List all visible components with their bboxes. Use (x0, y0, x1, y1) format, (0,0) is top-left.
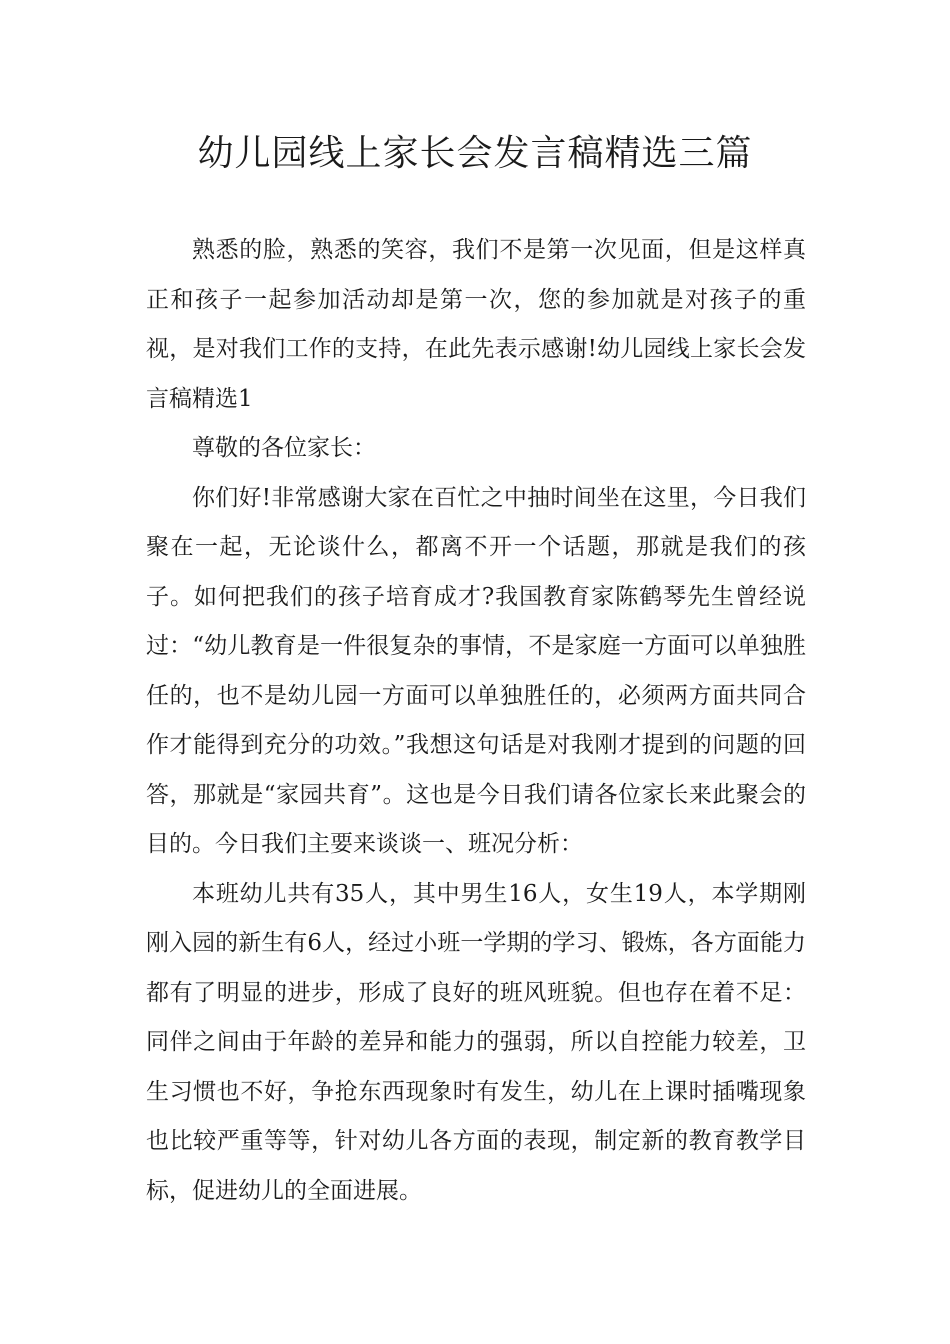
document-title: 幼儿园线上家长会发言稿精选三篇 (197, 133, 753, 174)
document-body (146, 226, 806, 1216)
paragraph-class-analysis: 本班幼儿共有35人，其中男生16人，女生19人，本学期刚刚入园的新生有6人，经过小班一学期的学习、锻炼，各方面能力都有了明显的进步，形成了良好的班风班貌。但也存在着不足：同伴之间由于年龄的差异和能力的强弱，所以自控能力较差，卫生习惯也不好，争抢东西现象时有发生，幼儿在上课时插嘴现象也比较严重等等，针对幼儿各方面的表现，制定新的教育教学目标，促进幼儿的全面进展。 (146, 880, 806, 1204)
paragraph-greeting: 你们好!非常感谢大家在百忙之中抽时间坐在这里，今日我们聚在一起，无论谈什么，都离不开一个话题，那就是我们的孩子。如何把我们的孩子培育成才?我国教育家陈鹤琴先生曾经说过：“幼儿教育是一件很复杂的事情，不是家庭一方面可以单独胜任的，也不是幼儿园一方面可以单独胜任的，必须两方面共同合作才能得到充分的功效。”我想这句话是对我刚才提到的问题的回答，那就是“家园共育”。这也是今日我们请各位家长来此聚会的目的。今日我们主要来谈谈一、班况分析： (146, 484, 806, 857)
paragraph-intro: 熟悉的脸，熟悉的笑容，我们不是第一次见面，但是这样真正和孩子一起参加活动却是第一次，您的参加就是对孩子的重视，是对我们工作的支持，在此先表示感谢!幼儿园线上家长会发言稿精选1 (146, 237, 806, 412)
paragraph-salutation: 尊敬的各位家长： (192, 435, 376, 461)
